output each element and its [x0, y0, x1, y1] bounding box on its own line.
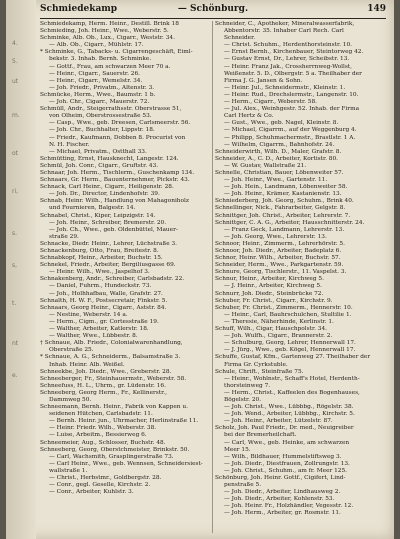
directory-entry: Schneeberg, Georg Herm., Fr., Kellinerstr., — [40, 389, 167, 396]
directory-entry: Schnelle, Christian, Bauer, Löbenweiter 57. — [215, 169, 344, 176]
directory-entry: Schnakenberg, Andr., Schreiber, Carlsbadstr. 22. — [40, 276, 185, 283]
directory-entry: — Friedr., Kaufmann, Dobben 8. Procurist von — [49, 134, 186, 141]
directory-entry: Carl Hertz & Co. — [224, 113, 274, 120]
directory-entry: — Herm., Christ., Kaffeelen des Bogenhauses, — [224, 389, 360, 396]
directory-entry: — Joh., Holhhafbau, Walle, Grafstr. 27. — [49, 290, 163, 297]
directory-entry: — Bernh. Heinr. jun., Uhrmacher, Herlinstraße 11. — [49, 418, 199, 425]
directory-entry: bei der Bremerheilchaft. — [224, 432, 297, 439]
page-gutter — [6, 0, 36, 539]
page-number: 149 — [367, 4, 386, 14]
directory-entry: — Joh. Diedr., Diestfrauen, Zollrungstr. 13. — [224, 460, 350, 467]
directory-entry: Schnoor, Heinr., Zimmerm., Lehrerhörstr. 5. — [215, 240, 345, 247]
margin-mark: s. — [12, 230, 18, 237]
directory-entry: Schmül, Joh. Conr., Cigarr., Gruftstr. 43. — [40, 162, 159, 169]
directory-entry: — Christ. Schuhm., Herdenthorsteinstr. 10. — [224, 42, 352, 49]
directory-entry: — Joh. Ch., Wwe., geb. Oldenbüttel, Mauer- — [49, 226, 178, 233]
directory-entry: — Joh. Hein., Landmann, Löbenweiter 58. — [224, 184, 348, 191]
directory-entry: — Heinr. Friedr. Wilh., Weberstr. 38. — [49, 425, 157, 432]
directory-entry: — Conr., Arbeiter, Kuhlstr. 3. — [49, 489, 134, 496]
directory-entry: Schnab, Heinr. Wilh., Handlung von Mahagoniholz — [40, 198, 189, 205]
directory-entry: Schneefuss, H. L., Uhrm., gr. Lüdenstr. 16. — [40, 382, 166, 389]
directory-entry: — Heinr. Rud., Drechslermstr., Langenstr. 10. — [224, 91, 359, 98]
directory-entry: Schmiedekamp, Herm. Heinr., Destill. Brink 18 — [40, 21, 179, 27]
directory-entry: Schuber, Fr. Christ., Cigarr., Kirchstr. 9. — [215, 297, 333, 304]
margin-mark: e. — [12, 372, 18, 379]
directory-entry: Schnurr, Joh. Diedr., Steinbrücke 72. — [215, 290, 324, 297]
directory-entry: — Michael, Privatm., Ostthall 33. — [49, 148, 147, 155]
directory-entry: Schnacke, Diedr. Heinr., Lehrer, Lüchstraße 3. — [40, 240, 178, 247]
margin-mark: ri, — [12, 188, 19, 195]
directory-entry: — Joh. Dr., Director, Lindenhofstr. 39. — [49, 191, 160, 198]
directory-entry: — Joh. Herm., Arbeiter, gr. Rosmstr. 11. — [224, 510, 341, 517]
directory-entry: — Schulburg, Georg, Lehrer, Hennerwall 17. — [224, 340, 356, 347]
directory-entry: Schminke, Alb. Ob., Lux., Cigarr., Weststr. 34. — [40, 35, 175, 42]
left-column — [40, 21, 210, 535]
directory-entry: Schuff, Wilh., Cigar, Hauschpolstr. 34. — [215, 326, 327, 333]
directory-entry: Schneeberger, Fr., Steinhauermstr., Weberstr. 58. — [40, 375, 187, 382]
directory-entry: Schuber, Fr. Christ., Zimmerm., Hennerstr. 10. — [215, 304, 353, 311]
right-column — [215, 21, 390, 535]
directory-entry: Weißenstr. 5. D., Ölbergstr. 5 a. Theilhaber der — [224, 70, 362, 77]
directory-entry: — Herm., Cigm., gr. Cortesstraße 19. — [49, 318, 159, 325]
directory-entry: von Ölheim, Oberstrossestraße 53. — [49, 113, 152, 120]
directory-entry: Schniederberg, Joh. Georg, Schuhm., Brink 40. — [215, 198, 354, 205]
directory-entry: Schneider, Herm., Wwe., Parkgartenstr. 59. — [215, 262, 344, 269]
directory-entry: und Fournieren, Balgestr. 14. — [49, 205, 136, 212]
directory-entry: Schnackenburg, Otto, Frau, Breitestr. 8. — [40, 248, 159, 254]
directory-page — [6, 0, 394, 539]
directory-entry: — Carl, Wachsmith, Grasplingerstraße 73. — [49, 453, 174, 460]
directory-entry: seidenen Hütchen, Carlsbadstr. 11. — [49, 411, 153, 418]
column-divider — [212, 21, 213, 533]
margin-mark: 4. — [12, 40, 18, 47]
directory-entry: — Joh. Diedr., Arbeiter, Kohlenstr. 53. — [224, 496, 335, 503]
directory-entry: Schnabel, Christ., Kiper, Leipzigstr. 14. — [40, 212, 156, 219]
directory-entry: — Gust., Wwe., geb. Nagel, Kleinstr. 8. — [224, 120, 339, 127]
directory-entry: * Schnaue, A. G., Schneiderm., Balsamstraße 3. — [40, 354, 181, 361]
directory-entry: Schneider. — [224, 35, 256, 42]
margin-mark: 5. — [12, 58, 18, 65]
directory-entry: — Joh. Friedr., Privatm., Altenstr. 3. — [49, 84, 155, 91]
directory-entry: — Michael, Cigarrm., auf der Weggenburg 4. — [224, 127, 357, 134]
directory-entry: — Nestine, Weberstr. 14 a. — [49, 311, 128, 318]
directory-entry: — Gustav Ernst, Dr., Lehrer, Scheibstr. 13. — [224, 56, 350, 63]
directory-entry: Schneider, A., C. D., Arbeiter, Kortistr. 80. — [215, 155, 339, 162]
directory-entry: † Schnaue, Alb. Friedr., Colonialwarenhandlung, — [40, 340, 183, 347]
directory-entry: — J. Jürg., Wwe., geb. Kögel, Hennerwall 17. — [224, 347, 356, 354]
directory-entry: Firma Gr. Cyrkstuble. — [224, 361, 288, 368]
directory-entry: — Wilh., Bildhauer, Hummelstiftsweg 3. — [224, 453, 342, 460]
directory-entry: Schnekel, Friedr., Arbeiter, Bergiliusgasse 69. — [40, 262, 176, 269]
directory-entry: — Franz Geck, Landmann, Lehrerstr. 13. — [224, 226, 345, 233]
directory-entry: penstraße 5. — [224, 482, 262, 489]
directory-entry: — Luise, Arbeitm., Bessierweg 6. — [49, 432, 147, 439]
directory-entry: — Casp., Wwe., geb. Dreesen, Carlsmeerstr. 56. — [49, 120, 191, 127]
directory-entry: — Carl Heinr., Wwe., geb. Wennsen, Schneidersiest- — [49, 460, 203, 467]
directory-entry: straße 29. — [49, 233, 79, 240]
directory-entry: — Joh. Heinr., Wwe., Gartenstr. 11. — [224, 177, 328, 184]
directory-entry: — Joh. Chr., Buchhalter, Lippstr. 18. — [49, 127, 155, 134]
directory-entry: — Jul. Alex., Weinhgestr. 52. Inhab. der Firma — [224, 106, 360, 113]
directory-entry: — Gottf., Frau, am schwarzen Meer 70 a. — [49, 63, 171, 70]
directory-entry: — Theresie, Näherhinde, Kerlinstr. 1. — [224, 318, 334, 325]
directory-entry: Abbentorstr. 35. Inhaber Carl Rech. Carl — [224, 28, 344, 35]
directory-entry: — Joh. Heinr., Arbeiter, Lützelstr. 87. — [224, 418, 333, 425]
directory-entry: Schnur, Heinr., Arbeiter, Kirchweg 5. — [215, 276, 324, 283]
directory-entry: — Ernst Bernh., Kirchenbauer, Steintorweg 42. — [224, 49, 364, 56]
directory-entry: — Heinr., Carl, Bauhrschulchen, Stultilie 1. — [224, 311, 352, 318]
directory-entry: — Walther, Arbeiter, Katlerstr. 18. — [49, 326, 149, 333]
directory-entry: Schneemeier, Aug., Schlosser, Buchstr. 48. — [40, 439, 166, 446]
directory-entry: Schnittger, Joh. Christ., Arbeiter, Lehrerstr. 7. — [215, 212, 351, 219]
directory-entry: — Joh. Wend., Arbeiter, Lübbbg., Kirchstr. 5. — [224, 411, 355, 418]
directory-entry: — Joh. Heinr., Schreiber, Bremerstr. 20. — [49, 219, 167, 226]
directory-entry: — J. Heinr., Arbeiter, Kirchweg 5. — [224, 283, 322, 290]
header-first-name: Schmiedekamp — [40, 4, 118, 14]
directory-entry: — Joh. Georg, Wwe., Lehrerstr. 13. — [224, 233, 327, 240]
directory-entry: Schnalth, H. W. F., Postsecretair, Finkstr. 5. — [40, 297, 168, 304]
directory-entry: Schneeberg, Georg, Oberstchmeister, Brinkstr. 50. — [40, 446, 190, 453]
directory-entry: Schuffe, Gustaf, Kfm., Gartenweg 27. Theilhaber der — [215, 354, 371, 361]
directory-entry: Schnabkopf, Heinr., Arbeiter, Buchstr. 15. — [40, 255, 163, 262]
directory-entry: Schnaars, Gr. Herm., Bauunternehmer, Pickstr. 43. — [40, 177, 190, 184]
directory-entry: Schnure, Georg, Tischlerstr., 11. Vaspelst. 3. — [215, 269, 347, 276]
directory-entry: wallstraße 1. — [49, 467, 88, 474]
directory-entry: — Christ., Herbstmr., Goldbergstr. 28. — [49, 475, 162, 481]
directory-entry: Schnack, Carl Heinr., Cigarr., Heiligenstr. 28. — [40, 184, 174, 191]
directory-entry: Inhab. Heinr. Alb. Weißel. — [49, 361, 125, 368]
directory-entry: Bögelstr. 20. — [224, 396, 262, 403]
directory-entry: Schnellinger, Nick., Fahrarbeiter, Gelgstr. 8. — [215, 205, 346, 212]
directory-entry: — Heinr., Cigarr., Sauerstr. 26. — [49, 70, 140, 77]
directory-entry: bekstr. 3. Inhab. Bernh. Schminke. — [49, 56, 152, 63]
margin-mark: ot — [12, 150, 19, 157]
directory-entry: Schneider, C., Apotheker, Mineralwasserfabrik, — [215, 21, 355, 27]
directory-entry: — Joh. Heinr., Krämer, Kastanienstr. 13. — [224, 191, 342, 198]
directory-entry: — W. Gustav, Wallstraße 21. — [224, 162, 307, 169]
directory-entry: — Heinr., Cigarr., Wemelstr. 34. — [49, 77, 143, 84]
directory-entry: — Wilhelm, Cigarrm., Bahnhofstr. 24. — [224, 141, 335, 148]
header-rule — [40, 18, 386, 19]
directory-entry: Schmücke, Herm., Wwe., Baumstr. 1 b. — [40, 91, 156, 98]
directory-entry: — Joh. Heinr. Fr., Holzhändler, Vegesstr. 12. — [224, 503, 354, 510]
directory-entry: Schmütting, Ernst, Hausknecht, Langestr. 124. — [40, 155, 179, 162]
directory-entry: — Herm., Cigarr., Weberstr. 58. — [224, 99, 317, 106]
directory-entry: N. H. Fischer. — [49, 141, 90, 148]
directory-entry: Schnoor, Joh. Diedr., Arbeiter, Badeplatz 6. — [215, 248, 342, 254]
header-range: — Schönburg. — [177, 4, 249, 14]
directory-entry: — Walther, Wwe., Lübbestr. 8. — [49, 333, 138, 340]
directory-entry: — Joh. Chr., Cigarr., Mauerstr. 72. — [49, 99, 150, 106]
directory-entry: — Heinr. Wilh., Wwe., Jaspelhof 3. — [49, 269, 150, 276]
directory-entry: — Daniel, Fuhrm., Hundeckstr. 73. — [49, 283, 152, 290]
directory-entry: * Schminke, G., Tabacks- u. Cigarrengeschäft, Eiml- — [40, 49, 193, 56]
margin-mark: s, — [12, 262, 18, 269]
margin-mark: nt — [12, 340, 19, 347]
directory-entry: — Heinr. Jul., Schneidermstr., Kleinstr. 1. — [224, 84, 346, 91]
margin-mark: ut — [12, 78, 19, 85]
directory-entry: — Philipp, Schuhmachermstr., Brastlstr. 1 A. — [224, 134, 356, 141]
directory-entry: Schnittger, C. A. G., Arbeiter, Hausschnitterstr. 24. — [215, 219, 365, 226]
directory-entry: Schnaars, Georg Heinr., Cigarr., Aststr. 84. — [40, 304, 167, 311]
directory-entry: Schneekbe, Joh. Diedr., Wwe., Greberstr. 28. — [40, 368, 172, 375]
directory-entry: — Heinr., Wohlnstr., Schaff's Hotel, Herdenth- — [224, 375, 360, 382]
running-header — [40, 4, 386, 18]
directory-entry: Schneiderwirth, Wilh. D., Maler, Grafstr. 8. — [215, 148, 342, 155]
directory-entry: Schule, Chrift., Steinfraße 75. — [215, 368, 304, 375]
directory-entry: — Alb. Ob., Cigarr., Mühlstr. 17. — [49, 42, 144, 49]
margin-mark: t. — [12, 300, 17, 307]
margin-mark: m. — [12, 112, 20, 119]
directory-entry: — Heinr. Franz Jak., Crossherrnweg-Wollst, — [224, 63, 352, 70]
directory-entry: Meer 15. — [224, 446, 251, 453]
directory-entry: Schneemann, Bernh. Heinr., Fabrik von Kappen u. — [40, 404, 188, 411]
directory-entry: — Conr., gegl. Geselle, Kirchstr. 2. — [49, 482, 151, 489]
directory-entry: — Joh. Christ., Schuhm., am fr. Meer 125. — [224, 467, 348, 474]
directory-entry: Schönburg, Joh. Heinr. Gottf., Cigifert, Lind- — [215, 475, 346, 481]
directory-entry: — Joh. Diedr., Arbeiter, Lindhausweg 2. — [224, 489, 341, 496]
directory-entry: Schmieding, Joh. Heinr., Wwe., Weberstr. 5. — [40, 28, 169, 35]
directory-entry: Schnor, Heinr. Wilh., Arbeiter, Buchstr. 57. — [215, 255, 341, 262]
directory-entry: Scholz, Joh. Paul Friedr., Dr. med., Neuigreiber — [215, 425, 354, 432]
directory-entry: Firma J. G. Jansen & Sohn. — [224, 77, 303, 84]
directory-entry: — Carl, Wwe., geb. Heinke, am schwarzen — [224, 439, 350, 446]
directory-entry: — Joh. Wulfh., Cigarr., Brannerstr. 2. — [224, 333, 333, 340]
directory-entry: Schmüll, Andr., Steigerrathsstr. Oberstrasse 51, — [40, 106, 182, 113]
directory-entry: Oberstraße 25. — [49, 347, 94, 354]
directory-entry: — Joh. Christ., Wwe., Lübbbg., Rögelstr. 38. — [224, 404, 354, 411]
directory-entry: thorsteinweg 7. — [224, 382, 271, 389]
directory-entry: Dammweg 50. — [49, 396, 92, 403]
directory-entry: Schnaar, Joh. Herm., Tischlerm., Guschenkamp 134. — [40, 169, 195, 176]
